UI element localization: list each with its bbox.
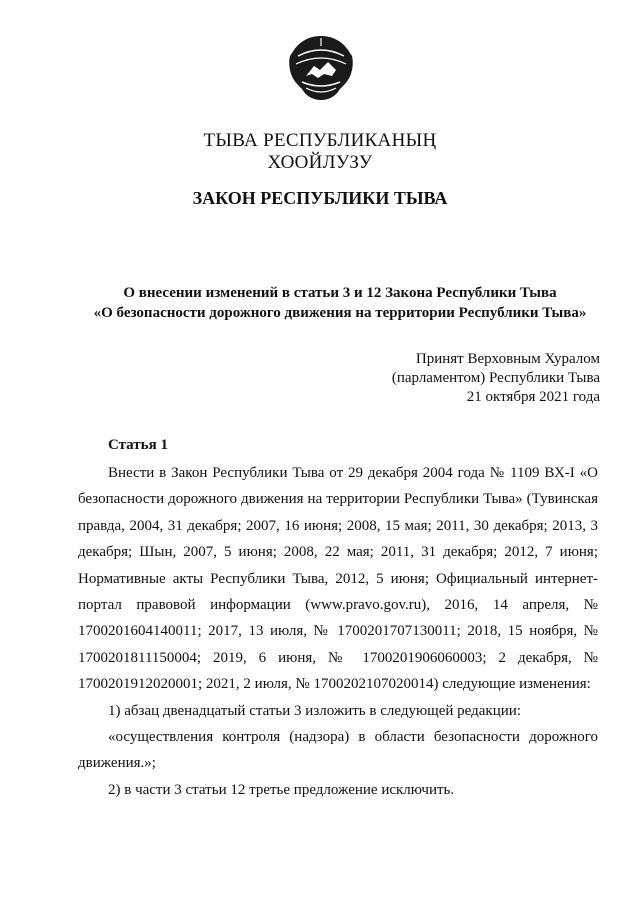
article-item-1: 1) абзац двенадцатый статьи 3 изложить в следующей редакции: <box>108 702 521 719</box>
law-subject-line1: О внесении изменений в статьи 3 и 12 Закона Республики Тыва <box>123 285 557 301</box>
law-subject <box>40 283 640 323</box>
article-item-2: 2) в части 3 статьи 12 третье предложение исключить. <box>108 781 455 798</box>
title-tuvan <box>0 130 640 174</box>
article-item-1-text: «осуществления контроля (надзора) в области безопасности дорожного движения.»; <box>78 729 598 772</box>
article-title: Статья 1 <box>108 437 168 453</box>
adoption-date: 21 октября 2021 года <box>466 389 600 405</box>
coat-of-arms-icon <box>284 30 358 104</box>
adoption-line1: Принят Верховным Хуралом <box>415 351 600 367</box>
title-russian: ЗАКОН РЕСПУБЛИКИ ТЫВА <box>192 188 448 208</box>
article-intro: Внести в Закон Республики Тыва от 29 декабря 2004 года № 1109 ВХ-I «О безопасности дорожного движения на территории Республики Тыва» (Тувинская правда, 2004, 31 декабря; 2007, 16 июня; 2008, 15 мая; 2011, 30 декабря; 2013, 3 декабря; Шын, 2007, 5 июня; 2008, 22 мая; 2011, 31 декабря; 2012, 7 июня; Нормативные акты Республики Тыва, 2012, 5 июня; Официальный интернет-портал правовой информации (www.pravo.gov.ru), 2016, 14 апреля, № 1700201604140011; 2017, 13 июля, № 1700201707130011; 2018, 15 ноября, № 1700201811150004; 2019, 6 июня, № 1700201906060003; 2 декабря, № 1700201912020001; 2021, 2 июля, № 1700202107020014) следующие изменения: <box>78 465 598 693</box>
title-tuvan-line2: ХООЙЛУЗУ <box>267 152 373 173</box>
adoption-line2: (парламентом) Республики Тыва <box>391 370 600 386</box>
article-body <box>78 460 598 803</box>
law-subject-line2: «О безопасности дорожного движения на территории Республики Тыва» <box>93 305 587 321</box>
title-tuvan-line1: ТЫВА РЕСПУБЛИКАНЫҢ <box>203 130 437 151</box>
adoption-info <box>392 350 600 407</box>
